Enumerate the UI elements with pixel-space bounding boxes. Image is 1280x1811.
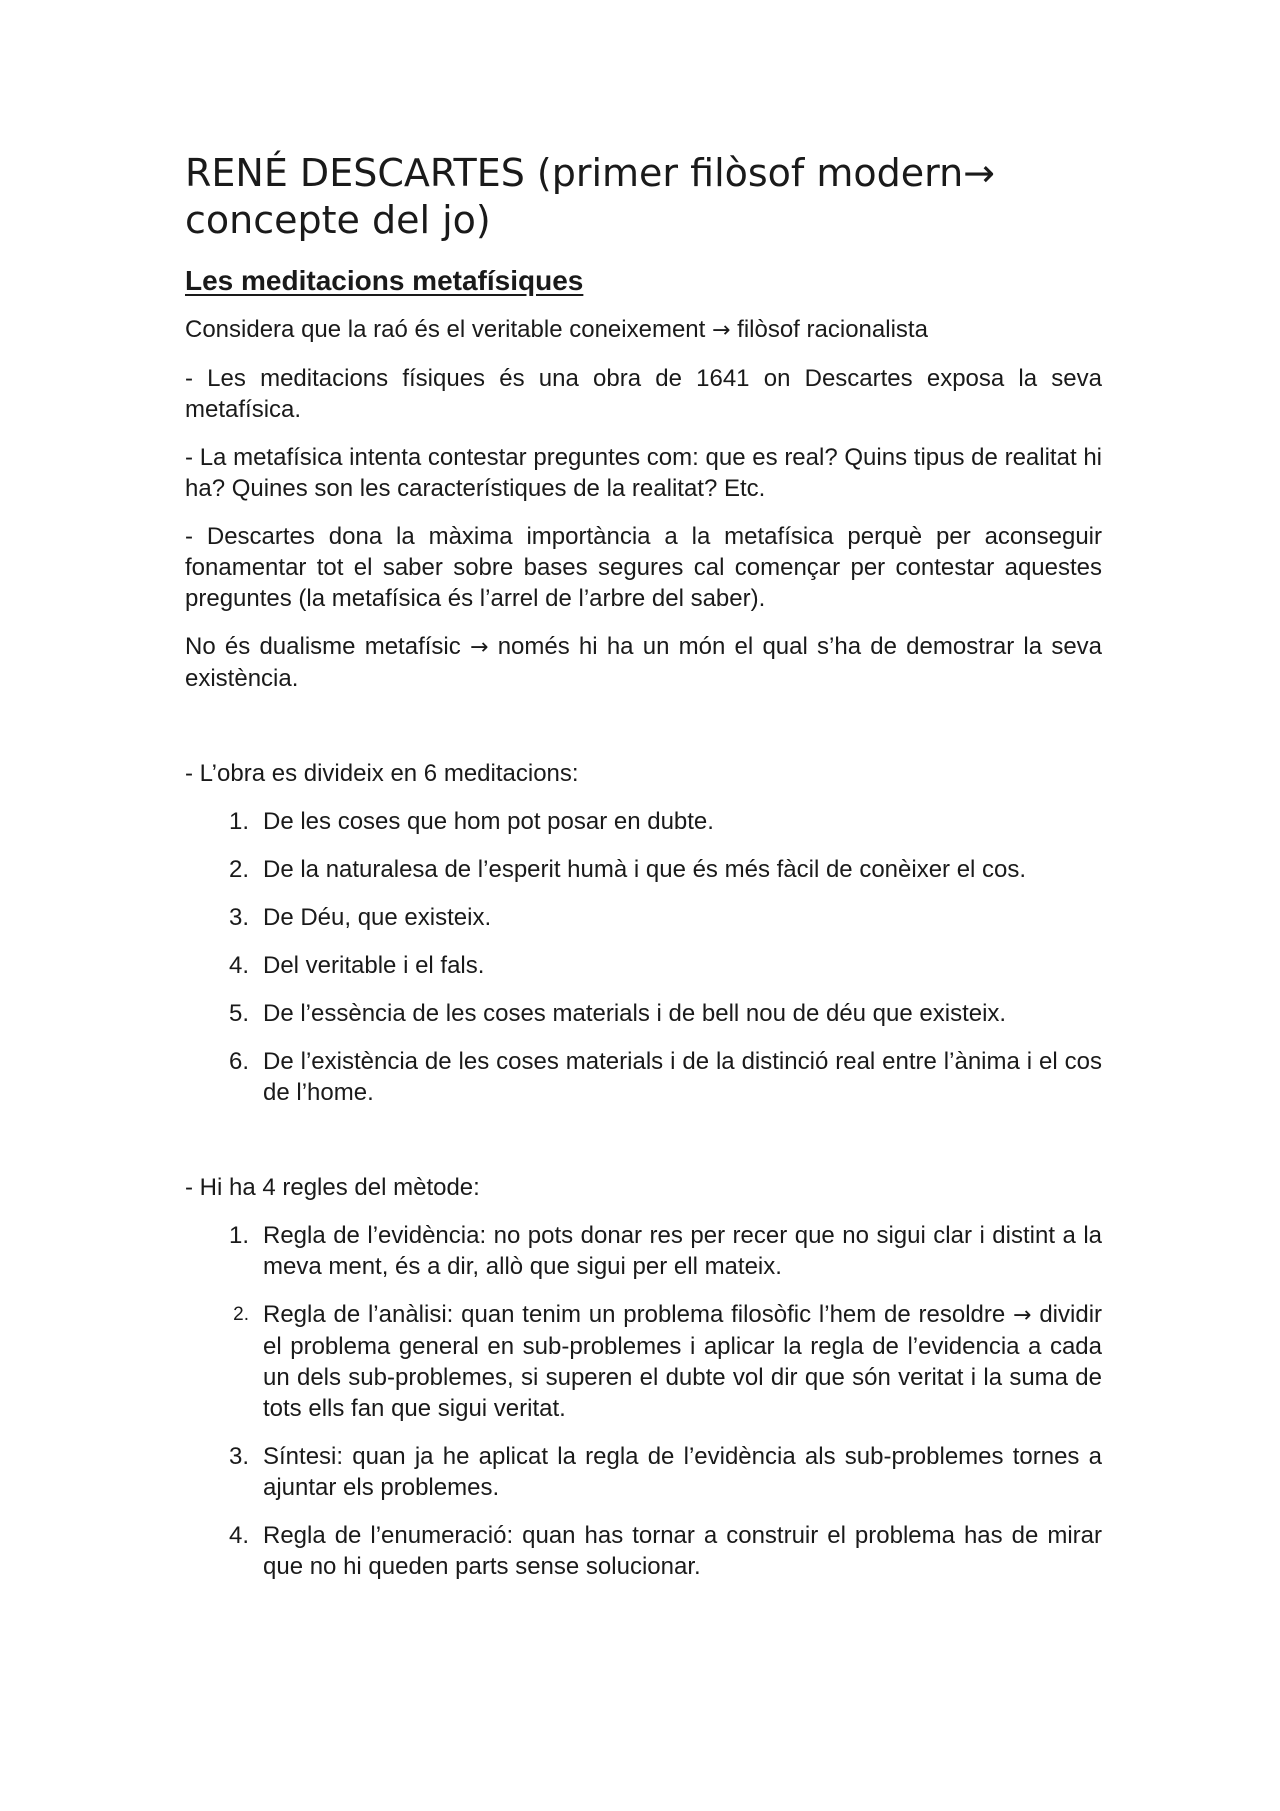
list-item: 5. De l’essència de les coses materials i de bell nou de déu que existeix. [228, 1000, 1007, 1027]
section-heading: Les meditacions metafísiques [185, 265, 584, 296]
intro-paragraph: Considera que la raó és el veritable coneixement → filòsof racionalista [185, 316, 928, 343]
arrow-icon: → [1013, 1303, 1032, 1328]
paragraph: - Descartes dona la màxima importància a la metafísica perquè per aconseguir fonamentar tot el saber sobre bases segures cal començar per contestar aquestes preguntes (la metafísica és l’arrel de l’arbre del saber). [185, 523, 1102, 612]
document-title: RENÉ DESCARTES (primer filòsof modern→ concepte del jo) [185, 151, 996, 242]
rules-list [185, 1220, 1102, 1582]
rules-intro: - Hi ha 4 regles del mètode: [185, 1174, 480, 1201]
paragraph: - Les meditacions físiques és una obra de 1641 on Descartes exposa la seva metafísica. [185, 365, 1102, 423]
dualism-paragraph: No és dualisme metafísic → només hi ha un món el qual s’ha de demostrar la seva existència. [185, 633, 1103, 692]
list-item: 3. Síntesi: quan ja he aplicat la regla de l’evidència als sub-problemes tornes a ajuntar els problemes. [228, 1443, 1102, 1501]
list-item: 4. Regla de l’enumeració: quan has tornar a construir el problema has de mirar que no hi queden parts sense solucionar. [228, 1522, 1102, 1580]
arrow-icon: → [711, 318, 731, 343]
list-item: 2. Regla de l’anàlisi: quan tenim un problema filosòfic l’hem de resoldre → dividir el problema general en sub-problemes i aplicar la regla de l’evidencia a cada un dels sub-problemes, si superen el dubte vol dir que són veritat i la suma de tots ells fan que sigui veritat. [233, 1301, 1103, 1422]
document-page [185, 150, 1102, 1582]
meditations-list [185, 806, 1102, 1108]
list-item: 1. De les coses que hom pot posar en dubte. [228, 808, 714, 835]
list-item: 6. De l’existència de les coses materials i de la distinció real entre l’ànima i el cos de l’home. [228, 1048, 1102, 1106]
arrow-icon: → [469, 635, 489, 660]
paragraph: - La metafísica intenta contestar preguntes com: que es real? Quins tipus de realitat hi ha? Quines son les característiques de la realitat? Etc. [185, 444, 1102, 502]
list-item: 4. Del veritable i el fals. [228, 952, 485, 979]
meditations-intro: - L’obra es divideix en 6 meditacions: [185, 760, 579, 787]
list-item: 3. De Déu, que existeix. [228, 904, 492, 931]
list-item: 1. Regla de l’evidència: no pots donar res per recer que no sigui clar i distint a la meva ment, és a dir, allò que sigui per ell mateix. [228, 1222, 1102, 1280]
list-item: 2. De la naturalesa de l’esperit humà i que és més fàcil de conèixer el cos. [228, 856, 1027, 883]
